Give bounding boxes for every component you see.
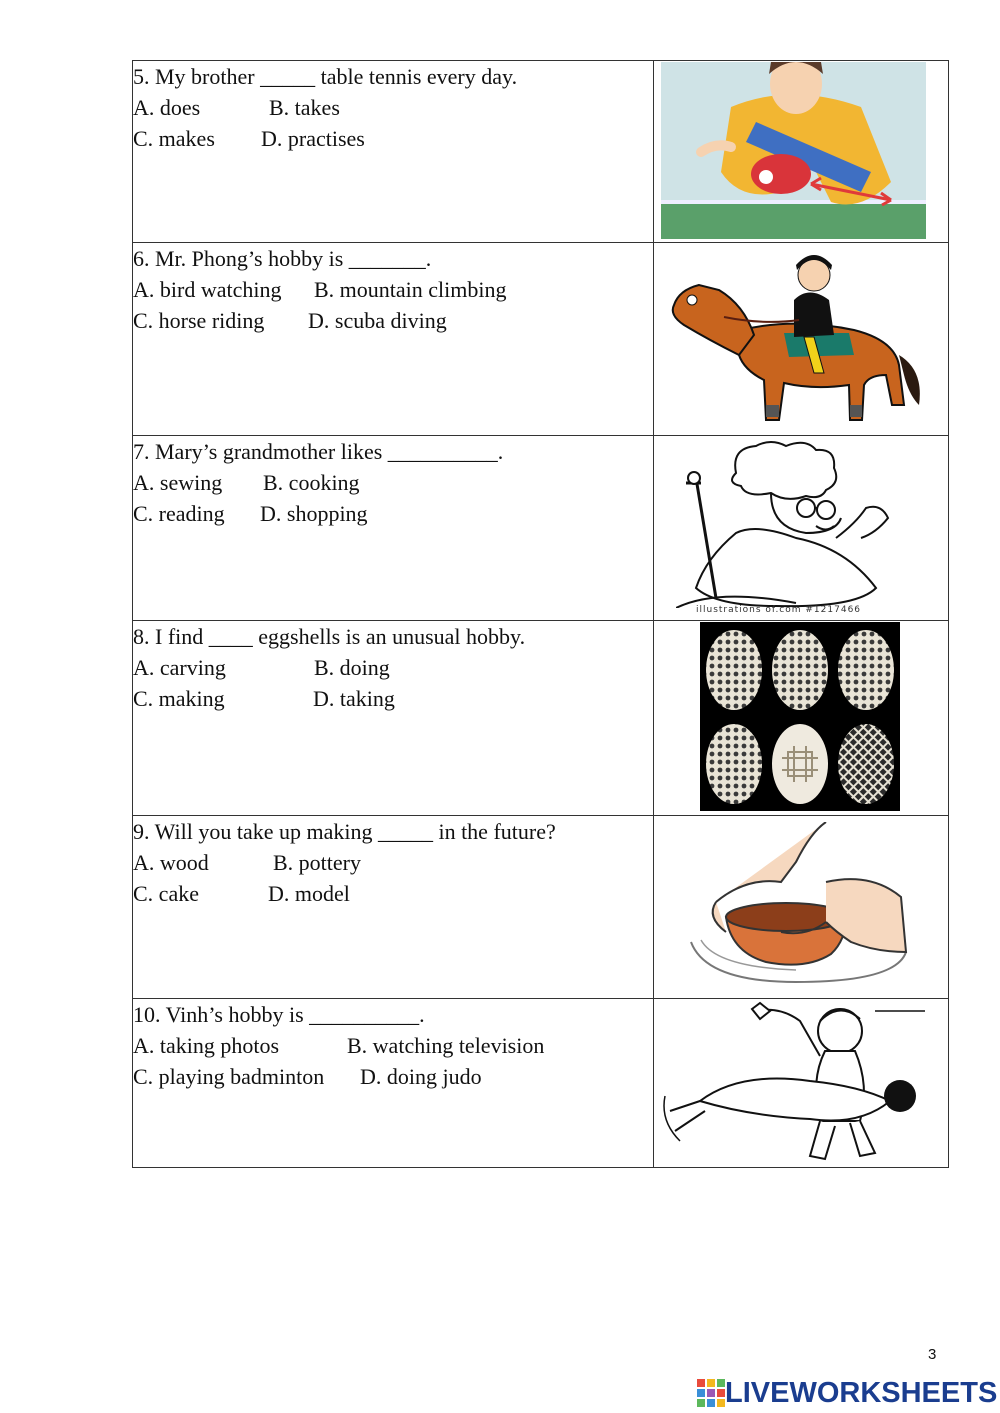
question-cell (133, 621, 654, 816)
option-b[interactable]: B. cooking (263, 470, 360, 495)
question-row-7 (133, 436, 949, 621)
option-a[interactable]: A. sewing (133, 470, 223, 495)
option-b[interactable]: B. doing (314, 655, 390, 680)
question-cell (133, 436, 654, 621)
brand-name: LIVEWORKSHEETS (725, 1376, 998, 1409)
option-row (133, 1061, 653, 1092)
question-row-8 (133, 621, 949, 816)
option-b[interactable]: B. pottery (273, 850, 361, 875)
page-number: 3 (928, 1346, 937, 1363)
option-row (133, 305, 653, 336)
option-a[interactable]: A. bird watching (133, 277, 282, 302)
quiz-table (132, 60, 949, 1168)
question-cell (133, 816, 654, 999)
option-row (133, 123, 653, 154)
question-stem: 7. Mary’s grandmother likes __________. (133, 439, 504, 464)
judo-image (660, 1001, 930, 1165)
option-c[interactable]: C. playing badminton (133, 1064, 325, 1089)
option-d[interactable]: D. practises (261, 126, 365, 151)
question-stem: 9. Will you take up making _____ in the future? (133, 819, 556, 844)
option-b[interactable]: B. mountain climbing (314, 277, 507, 302)
logo-icon (697, 1379, 725, 1407)
option-a[interactable]: A. carving (133, 655, 226, 680)
option-a[interactable]: A. does (133, 95, 201, 120)
option-row (133, 92, 653, 123)
pottery-image (686, 822, 911, 992)
question-row-10 (133, 999, 949, 1168)
picture-cell (654, 243, 949, 436)
option-row (133, 878, 653, 909)
option-b[interactable]: B. watching television (347, 1033, 545, 1058)
option-b[interactable]: B. takes (269, 95, 340, 120)
horse-riding-image (664, 245, 929, 433)
picture-cell (654, 816, 949, 999)
table-tennis-image (661, 62, 926, 239)
question-row-6 (133, 243, 949, 436)
image-watermark: illustrations of.com #1217466 (696, 605, 862, 615)
option-row (133, 847, 653, 878)
question-row-9 (133, 816, 949, 999)
liveworksheets-logo (697, 1376, 997, 1410)
question-stem: 10. Vinh’s hobby is __________. (133, 1002, 425, 1027)
grandmother-image (676, 438, 916, 608)
carved-eggs-image (700, 622, 900, 811)
option-c[interactable]: C. making (133, 686, 225, 711)
option-row (133, 274, 653, 305)
question-stem: 5. My brother _____ table tennis every day. (133, 64, 518, 89)
question-stem: 6. Mr. Phong’s hobby is _______. (133, 246, 432, 271)
question-row-5 (133, 61, 949, 243)
picture-cell (654, 621, 949, 816)
question-cell (133, 61, 654, 243)
option-c[interactable]: C. reading (133, 501, 225, 526)
option-d[interactable]: D. scuba diving (308, 308, 447, 333)
option-row (133, 498, 653, 529)
picture-cell (654, 61, 949, 243)
option-row (133, 467, 653, 498)
picture-cell (654, 436, 949, 621)
option-row (133, 683, 653, 714)
option-d[interactable]: D. shopping (260, 501, 368, 526)
option-d[interactable]: D. doing judo (360, 1064, 482, 1089)
option-d[interactable]: D. taking (313, 686, 395, 711)
question-cell (133, 999, 654, 1168)
option-c[interactable]: C. cake (133, 881, 199, 906)
question-cell (133, 243, 654, 436)
option-d[interactable]: D. model (268, 881, 350, 906)
option-c[interactable]: C. horse riding (133, 308, 265, 333)
option-a[interactable]: A. wood (133, 850, 209, 875)
picture-cell (654, 999, 949, 1168)
option-a[interactable]: A. taking photos (133, 1033, 280, 1058)
option-row (133, 652, 653, 683)
question-stem: 8. I find ____ eggshells is an unusual hobby. (133, 624, 526, 649)
option-row (133, 1030, 653, 1061)
option-c[interactable]: C. makes (133, 126, 215, 151)
